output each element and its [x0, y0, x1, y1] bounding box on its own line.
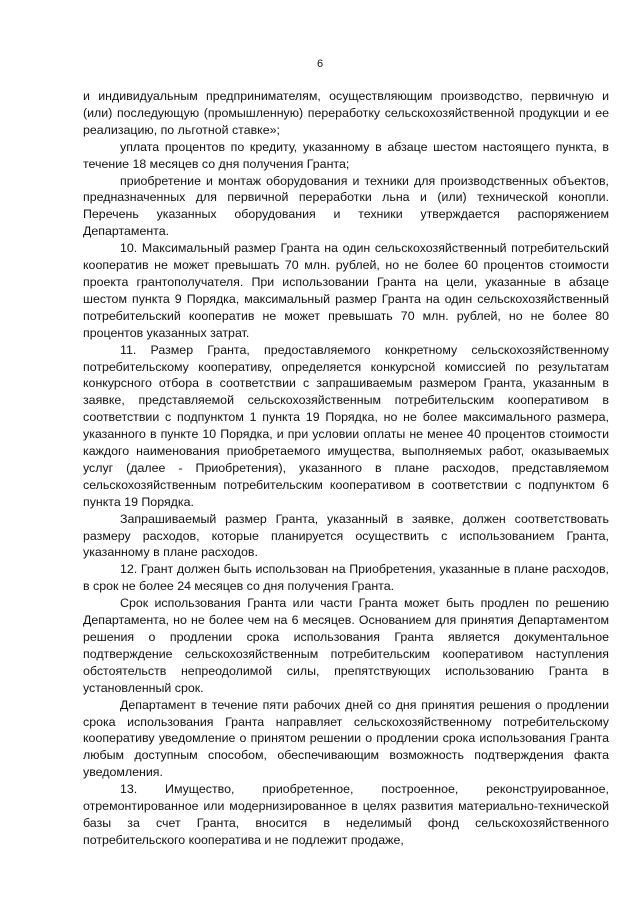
paragraph: и индивидуальным предпринимателям, осуществляющим производство, первичную и (или) последующую (промышленную) переработку сельскохозяйственной продукции и ее реализацию, по льготной ставке»;	[83, 89, 609, 137]
paragraph: Срок использования Гранта или части Гранта может быть продлен по решению Департамента, но не более чем на 6 месяцев. Основанием для принятия Департаментом решения о продлении срока использования Гранта является документальное подтверждение сельскохозяйственным потребительским кооперативом наступления обстоятельств непреодолимой силы, препятствующих использованию Гранта в установленный срок.	[83, 596, 609, 695]
paragraph: уплата процентов по кредиту, указанному в абзаце шестом настоящего пункта, в течение 18 месяцев со дня получения Гранта;	[83, 139, 609, 171]
paragraph: приобретение и монтаж оборудования и техники для производственных объектов, предназначенных для первичной переработки льна и (или) технической конопли. Перечень указанных оборудования и техники утверждается распоряжением Департамента.	[83, 173, 609, 239]
paragraph: Запрашиваемый размер Гранта, указанный в заявке, должен соответствовать размеру расходов, которые планируется осуществить с использованием Гранта, указанному в плане расходов.	[83, 511, 609, 560]
paragraph: 13. Имущество, приобретенное, построенное, реконструированное, отремонтированное или модернизированное в целях развития материально-технической базы за счет Гранта, вносится в неделимый фонд сельскохозяйственного потребительского кооператива и не подлежит продаже,	[83, 782, 609, 847]
paragraph: 12. Грант должен быть использован на Приобретения, указанные в плане расходов, в срок не более 24 месяцев со дня получения Гранта.	[83, 562, 609, 594]
document-body	[83, 88, 609, 849]
page-number: 6	[316, 58, 324, 70]
paragraph: 11. Размер Гранта, предоставляемого конкретному сельскохозяйственному потребительскому кооперативу, определяется конкурсной комиссией по результатам конкурсного отбора в соответствии с запрашиваемым размером Гранта, указанным в заявке, представляемой сельскохозяйственным потребительским кооперативом в соответствии с подпунктом 1 пункта 19 Порядка, но не более максимального размера, указанного в пункте 10 Порядка, и при условии оплаты не менее 40 процентов стоимости каждого наименования приобретаемого имущества, выполняемых работ, оказываемых услуг (далее - Приобретения), указанного в плане расходов, представляемом сельскохозяйственным потребительским кооперативом в соответствии с подпунктом 6 пункта 19 Порядка.	[83, 342, 609, 509]
paragraph: 10. Максимальный размер Гранта на один сельскохозяйственный потребительский кооператив не может превышать 70 млн. рублей, но не более 60 процентов стоимости проекта грантополучателя. При использовании Гранта на цели, указанные в абзаце шестом пункта 9 Порядка, максимальный размер Гранта на один сельскохозяйственный потребительский кооператив не может превышать 70 млн. рублей, но не более 80 процентов указанных затрат.	[83, 241, 609, 340]
paragraph: Департамент в течение пяти рабочих дней со дня принятия решения о продлении срока использования Гранта направляет сельскохозяйственному потребительскому кооперативу уведомление о принятом решении о продлении срока использования Гранта любым доступным способом, обеспечивающим возможность подтверждения факта уведомления.	[83, 697, 609, 780]
